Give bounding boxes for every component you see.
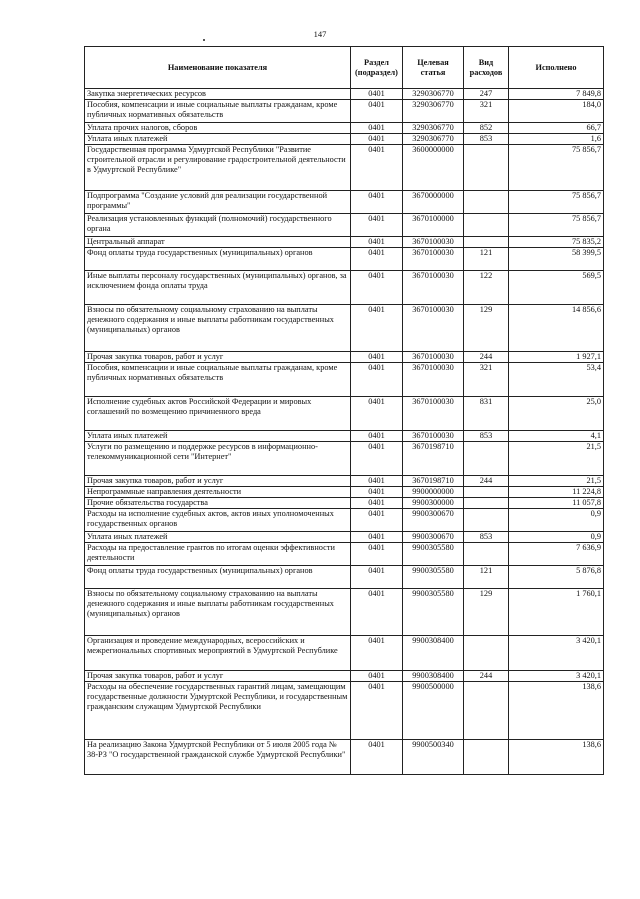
cell-type — [464, 498, 509, 509]
cell-target: 9900500000 — [403, 682, 464, 740]
table-row — [85, 498, 604, 509]
cell-amount: 21,5 — [509, 476, 604, 487]
cell-name: Реализация установленных функций (полномочий) государственного органа — [85, 214, 351, 237]
cell-amount: 75 856,7 — [509, 145, 604, 191]
cell-section: 0401 — [351, 498, 403, 509]
cell-target: 3670100030 — [403, 271, 464, 305]
cell-amount: 11 057,8 — [509, 498, 604, 509]
cell-section: 0401 — [351, 100, 403, 123]
cell-amount: 0,9 — [509, 509, 604, 532]
cell-target: 3670100030 — [403, 363, 464, 397]
cell-type — [464, 682, 509, 740]
cell-name: Взносы по обязательному социальному страхованию на выплаты денежного содержания и иные выплаты работникам государственных (муниципальных) органов — [85, 589, 351, 636]
cell-name: Исполнение судебных актов Российской Федерации и мировых соглашений по возмещению причиненного вреда — [85, 397, 351, 431]
cell-target: 3670100030 — [403, 397, 464, 431]
cell-name: Уплата иных платежей — [85, 532, 351, 543]
table-row — [85, 476, 604, 487]
cell-amount: 5 876,8 — [509, 566, 604, 589]
table-row — [85, 89, 604, 100]
cell-target: 9900300670 — [403, 509, 464, 532]
table-row — [85, 682, 604, 740]
cell-type — [464, 214, 509, 237]
table-row — [85, 431, 604, 442]
cell-name: Фонд оплаты труда государственных (муниципальных) органов — [85, 566, 351, 589]
cell-section: 0401 — [351, 237, 403, 248]
cell-name: Государственная программа Удмуртской Республики "Развитие строительной отрасли и регулирование градостроительной деятельности в Удмуртской Республике" — [85, 145, 351, 191]
cell-name: Прочая закупка товаров, работ и услуг — [85, 671, 351, 682]
cell-target: 3290306770 — [403, 89, 464, 100]
cell-type: 852 — [464, 123, 509, 134]
cell-type: 321 — [464, 363, 509, 397]
cell-type — [464, 636, 509, 671]
cell-section: 0401 — [351, 305, 403, 352]
cell-amount: 14 856,6 — [509, 305, 604, 352]
cell-type — [464, 237, 509, 248]
table-row — [85, 566, 604, 589]
cell-type: 121 — [464, 566, 509, 589]
cell-type — [464, 487, 509, 498]
cell-amount: 4,1 — [509, 431, 604, 442]
cell-amount: 3 420,1 — [509, 671, 604, 682]
cell-target: 9900305580 — [403, 543, 464, 566]
cell-type: 122 — [464, 271, 509, 305]
cell-section: 0401 — [351, 271, 403, 305]
cell-target: 9900000000 — [403, 487, 464, 498]
cell-section: 0401 — [351, 191, 403, 214]
cell-section: 0401 — [351, 509, 403, 532]
cell-section: 0401 — [351, 145, 403, 191]
table-row — [85, 214, 604, 237]
cell-amount: 25,0 — [509, 397, 604, 431]
cell-target: 3670100000 — [403, 214, 464, 237]
table-row — [85, 589, 604, 636]
cell-section: 0401 — [351, 682, 403, 740]
cell-amount: 138,6 — [509, 740, 604, 775]
cell-target: 3670100030 — [403, 352, 464, 363]
budget-execution-table — [84, 46, 604, 775]
cell-name: Расходы на обеспечение государственных гарантий лицам, замещающим государственные должности Удмуртской Республики, и государственным гражданским служащим Удмуртской Республики — [85, 682, 351, 740]
cell-amount: 0,9 — [509, 532, 604, 543]
cell-type: 321 — [464, 100, 509, 123]
cell-name: Уплата иных платежей — [85, 134, 351, 145]
cell-name: Прочая закупка товаров, работ и услуг — [85, 352, 351, 363]
cell-type: 247 — [464, 89, 509, 100]
table-row — [85, 740, 604, 775]
cell-amount: 184,0 — [509, 100, 604, 123]
cell-amount: 1 760,1 — [509, 589, 604, 636]
cell-target: 3670198710 — [403, 442, 464, 476]
cell-type — [464, 543, 509, 566]
table-row — [85, 271, 604, 305]
cell-target: 3670100030 — [403, 305, 464, 352]
cell-section: 0401 — [351, 476, 403, 487]
cell-amount: 3 420,1 — [509, 636, 604, 671]
table-row — [85, 671, 604, 682]
cell-name: Взносы по обязательному социальному страхованию на выплаты денежного содержания и иные выплаты работникам государственных (муниципальных) органов — [85, 305, 351, 352]
page-number: 147 — [313, 29, 327, 39]
cell-type — [464, 442, 509, 476]
header-name: Наименование показателя — [85, 47, 351, 89]
cell-target: 3670198710 — [403, 476, 464, 487]
table-row — [85, 134, 604, 145]
cell-type: 853 — [464, 431, 509, 442]
header-section: Раздел (подраздел) — [351, 47, 403, 89]
header-amount: Исполнено — [509, 47, 604, 89]
table-row — [85, 248, 604, 271]
cell-amount: 7 849,8 — [509, 89, 604, 100]
cell-type — [464, 145, 509, 191]
cell-name: Закупка энергетических ресурсов — [85, 89, 351, 100]
cell-amount: 75 835,2 — [509, 237, 604, 248]
cell-type — [464, 191, 509, 214]
cell-amount: 11 224,8 — [509, 487, 604, 498]
header-target: Целевая статья — [403, 47, 464, 89]
cell-target: 9900305580 — [403, 589, 464, 636]
cell-name: Уплата иных платежей — [85, 431, 351, 442]
cell-section: 0401 — [351, 671, 403, 682]
cell-target: 9900500340 — [403, 740, 464, 775]
table-body — [85, 89, 604, 775]
cell-type: 121 — [464, 248, 509, 271]
cell-type: 853 — [464, 134, 509, 145]
cell-section: 0401 — [351, 442, 403, 476]
table-row — [85, 487, 604, 498]
cell-name: Прочие обязательства государства — [85, 498, 351, 509]
cell-amount: 21,5 — [509, 442, 604, 476]
cell-type — [464, 509, 509, 532]
cell-section: 0401 — [351, 543, 403, 566]
cell-amount: 138,6 — [509, 682, 604, 740]
cell-target: 9900300670 — [403, 532, 464, 543]
cell-type: 244 — [464, 671, 509, 682]
cell-section: 0401 — [351, 397, 403, 431]
cell-type: 244 — [464, 352, 509, 363]
cell-target: 3290306770 — [403, 123, 464, 134]
cell-name: Подпрограмма "Создание условий для реализации государственной программы" — [85, 191, 351, 214]
cell-name: Центральный аппарат — [85, 237, 351, 248]
cell-section: 0401 — [351, 89, 403, 100]
cell-name: Фонд оплаты труда государственных (муниципальных) органов — [85, 248, 351, 271]
cell-section: 0401 — [351, 134, 403, 145]
table-row — [85, 543, 604, 566]
table-row — [85, 191, 604, 214]
cell-section: 0401 — [351, 532, 403, 543]
table-row — [85, 509, 604, 532]
cell-type: 129 — [464, 589, 509, 636]
table-row — [85, 352, 604, 363]
cell-type: 129 — [464, 305, 509, 352]
table-row — [85, 442, 604, 476]
table-row — [85, 363, 604, 397]
cell-amount: 75 856,7 — [509, 214, 604, 237]
cell-section: 0401 — [351, 363, 403, 397]
cell-amount: 569,5 — [509, 271, 604, 305]
cell-amount: 1,6 — [509, 134, 604, 145]
cell-target: 3670100030 — [403, 248, 464, 271]
cell-name: Уплата прочих налогов, сборов — [85, 123, 351, 134]
cell-section: 0401 — [351, 566, 403, 589]
cell-type: 244 — [464, 476, 509, 487]
cell-amount: 53,4 — [509, 363, 604, 397]
cell-target: 3670100030 — [403, 431, 464, 442]
cell-target: 3290306770 — [403, 134, 464, 145]
cell-target: 9900308400 — [403, 671, 464, 682]
cell-section: 0401 — [351, 487, 403, 498]
cell-target: 9900305580 — [403, 566, 464, 589]
cell-name: Прочая закупка товаров, работ и услуг — [85, 476, 351, 487]
cell-target: 3600000000 — [403, 145, 464, 191]
cell-name: Услуги по размещению и поддержке ресурсов в информационно-телекоммуникационной сети "Интернет" — [85, 442, 351, 476]
cell-name: Непрограммные направления деятельности — [85, 487, 351, 498]
cell-target: 9900308400 — [403, 636, 464, 671]
cell-type: 831 — [464, 397, 509, 431]
cell-amount: 1 927,1 — [509, 352, 604, 363]
table-row — [85, 237, 604, 248]
cell-type — [464, 740, 509, 775]
scan-mark — [203, 39, 205, 41]
cell-name: Расходы на предоставление грантов по итогам оценки эффективности деятельности — [85, 543, 351, 566]
cell-amount: 7 636,9 — [509, 543, 604, 566]
table-header-row — [85, 47, 604, 89]
cell-target: 3670000000 — [403, 191, 464, 214]
cell-target: 3670100030 — [403, 237, 464, 248]
table-row — [85, 145, 604, 191]
cell-section: 0401 — [351, 123, 403, 134]
cell-section: 0401 — [351, 636, 403, 671]
cell-section: 0401 — [351, 431, 403, 442]
cell-name: Иные выплаты персоналу государственных (муниципальных) органов, за исключением фонда оплаты труда — [85, 271, 351, 305]
cell-type: 853 — [464, 532, 509, 543]
cell-section: 0401 — [351, 248, 403, 271]
cell-amount: 66,7 — [509, 123, 604, 134]
cell-target: 3290306770 — [403, 100, 464, 123]
cell-target: 9900300000 — [403, 498, 464, 509]
cell-name: На реализацию Закона Удмуртской Республики от 5 июля 2005 года № 38-РЗ "О государственной гражданской службе Удмуртской Республики" — [85, 740, 351, 775]
table-row — [85, 636, 604, 671]
table-row — [85, 397, 604, 431]
cell-name: Расходы на исполнение судебных актов, актов иных уполномоченных государственных органов — [85, 509, 351, 532]
table-row — [85, 123, 604, 134]
cell-name: Пособия, компенсации и иные социальные выплаты гражданам, кроме публичных нормативных обязательств — [85, 100, 351, 123]
table-row — [85, 532, 604, 543]
cell-section: 0401 — [351, 214, 403, 237]
cell-section: 0401 — [351, 740, 403, 775]
cell-name: Пособия, компенсации и иные социальные выплаты гражданам, кроме публичных нормативных обязательств — [85, 363, 351, 397]
table-row — [85, 100, 604, 123]
table-row — [85, 305, 604, 352]
cell-section: 0401 — [351, 352, 403, 363]
cell-section: 0401 — [351, 589, 403, 636]
cell-name: Организация и проведение международных, всероссийских и межрегиональных спортивных мероприятий в Удмуртской Республике — [85, 636, 351, 671]
cell-amount: 75 856,7 — [509, 191, 604, 214]
cell-amount: 58 399,5 — [509, 248, 604, 271]
header-type: Вид расходов — [464, 47, 509, 89]
